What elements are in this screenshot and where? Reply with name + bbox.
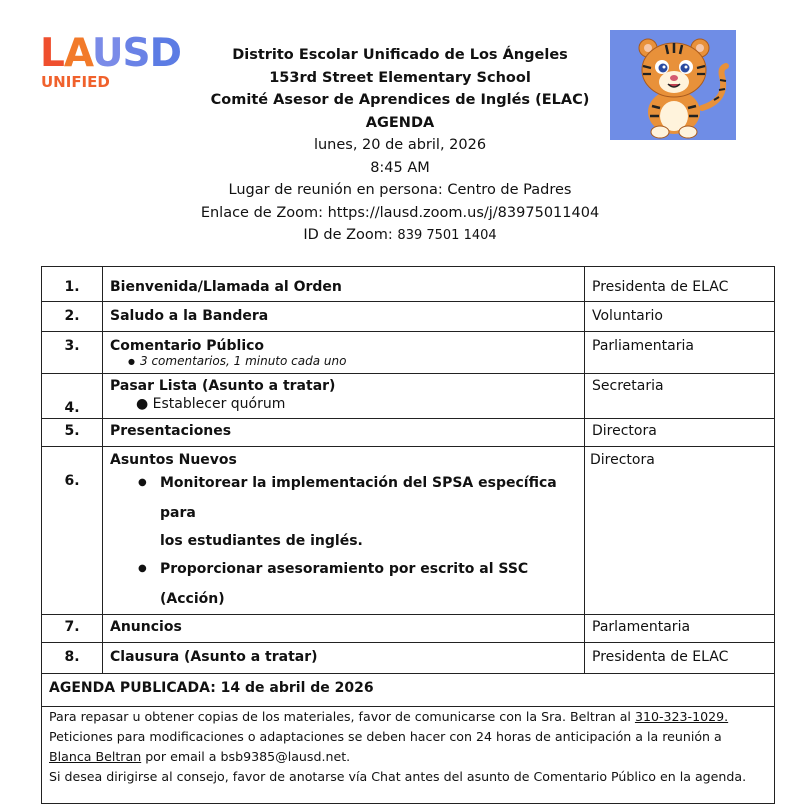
school-name: 153rd Street Elementary School bbox=[269, 69, 531, 86]
agenda-row bbox=[42, 374, 775, 419]
item-bullet: ● Monitorear la implementación del SPSA específica para bbox=[110, 468, 577, 528]
agenda-table bbox=[41, 266, 775, 804]
item-title: Saludo a la Bandera bbox=[110, 308, 269, 324]
district-name: Distrito Escolar Unificado de Los Ángeles bbox=[232, 47, 568, 63]
agenda-row bbox=[42, 267, 775, 302]
agenda-row bbox=[42, 302, 775, 332]
agenda-row bbox=[42, 447, 775, 615]
item-presenter: Voluntario bbox=[592, 308, 663, 324]
meeting-date: lunes, 20 de abril, 2026 bbox=[313, 137, 487, 153]
footer-line-1: Para repasar u obtener copias de los materiales, favor de comunicarse con la Sra. Beltran al 310-323-1029. bbox=[49, 709, 729, 724]
item-title: Clausura (Asunto a tratar) bbox=[110, 649, 318, 665]
meeting-location: Lugar de reunión en persona: Centro de Padres bbox=[228, 182, 572, 198]
contact-link[interactable]: Blanca Beltran bbox=[49, 749, 142, 764]
footer-row bbox=[42, 707, 775, 804]
committee-name: Comité Asesor de Aprendices de Inglés (ELAC) bbox=[210, 92, 590, 108]
phone-link[interactable]: 310-323-1029. bbox=[634, 709, 729, 724]
agenda-row bbox=[42, 643, 775, 674]
item-title: Comentario Público bbox=[110, 338, 265, 354]
item-number: 7. bbox=[64, 619, 80, 635]
agenda-row bbox=[42, 419, 775, 447]
item-title: Pasar Lista (Asunto a tratar) bbox=[110, 378, 336, 394]
item-presenter: Parlamentaria bbox=[592, 619, 691, 635]
published-row bbox=[42, 674, 775, 707]
item-number: 5. bbox=[64, 423, 80, 439]
item-presenter: Directora bbox=[592, 423, 657, 439]
item-number: 4. bbox=[64, 400, 80, 416]
item-title: Bienvenida/Llamada al Orden bbox=[110, 279, 342, 295]
item-presenter: Secretaria bbox=[592, 378, 664, 394]
item-title: Asuntos Nuevos bbox=[110, 452, 237, 468]
item-number: 8. bbox=[64, 649, 80, 665]
meeting-time: 8:45 AM bbox=[370, 159, 430, 176]
item-title: Anuncios bbox=[110, 619, 182, 635]
page-title: AGENDA bbox=[365, 114, 435, 131]
logo-wordmark: LAUSD bbox=[40, 31, 181, 76]
item-presenter: Parliamentaria bbox=[592, 338, 694, 354]
item-number: 6. bbox=[64, 473, 80, 489]
item-number: 3. bbox=[64, 338, 80, 354]
item-note: ● 3 comentarios, 1 minuto cada uno bbox=[110, 354, 577, 369]
item-number: 2. bbox=[64, 308, 80, 324]
footer-line-3: Si desea dirigirse al consejo, favor de anotarse vía Chat antes del asunto de Comentario Público en la agenda. bbox=[49, 769, 747, 784]
item-bullet-continued: los estudiantes de inglés. bbox=[160, 533, 363, 549]
footer-line-2: Peticiones para modificaciones o adaptaciones se deben hacer con 24 horas de anticipación a la reunión a Blanca Beltran por email a bsb9385@lausd.net. bbox=[49, 729, 722, 764]
zoom-link[interactable]: Enlace de Zoom: https://lausd.zoom.us/j/83975011404 bbox=[200, 204, 600, 221]
logo-subtitle: UNIFIED bbox=[41, 73, 110, 91]
published-date: AGENDA PUBLICADA: 14 de abril de 2026 bbox=[49, 680, 374, 696]
item-number: 1. bbox=[64, 279, 80, 295]
footer-notes bbox=[42, 707, 775, 804]
agenda-row bbox=[42, 332, 775, 374]
item-presenter: Presidenta de ELAC bbox=[592, 279, 729, 295]
item-presenter: Presidenta de ELAC bbox=[592, 649, 729, 665]
document-header bbox=[150, 44, 650, 248]
zoom-id: ID de Zoom: 839 7501 1404 bbox=[303, 227, 497, 243]
item-title: Presentaciones bbox=[110, 423, 232, 439]
agenda-row bbox=[42, 615, 775, 643]
item-note: ● Establecer quórum bbox=[136, 396, 286, 412]
item-presenter: Directora bbox=[590, 452, 655, 468]
item-bullet: ● Proporcionar asesoramiento por escrito al SSC (Acción) bbox=[110, 554, 577, 614]
